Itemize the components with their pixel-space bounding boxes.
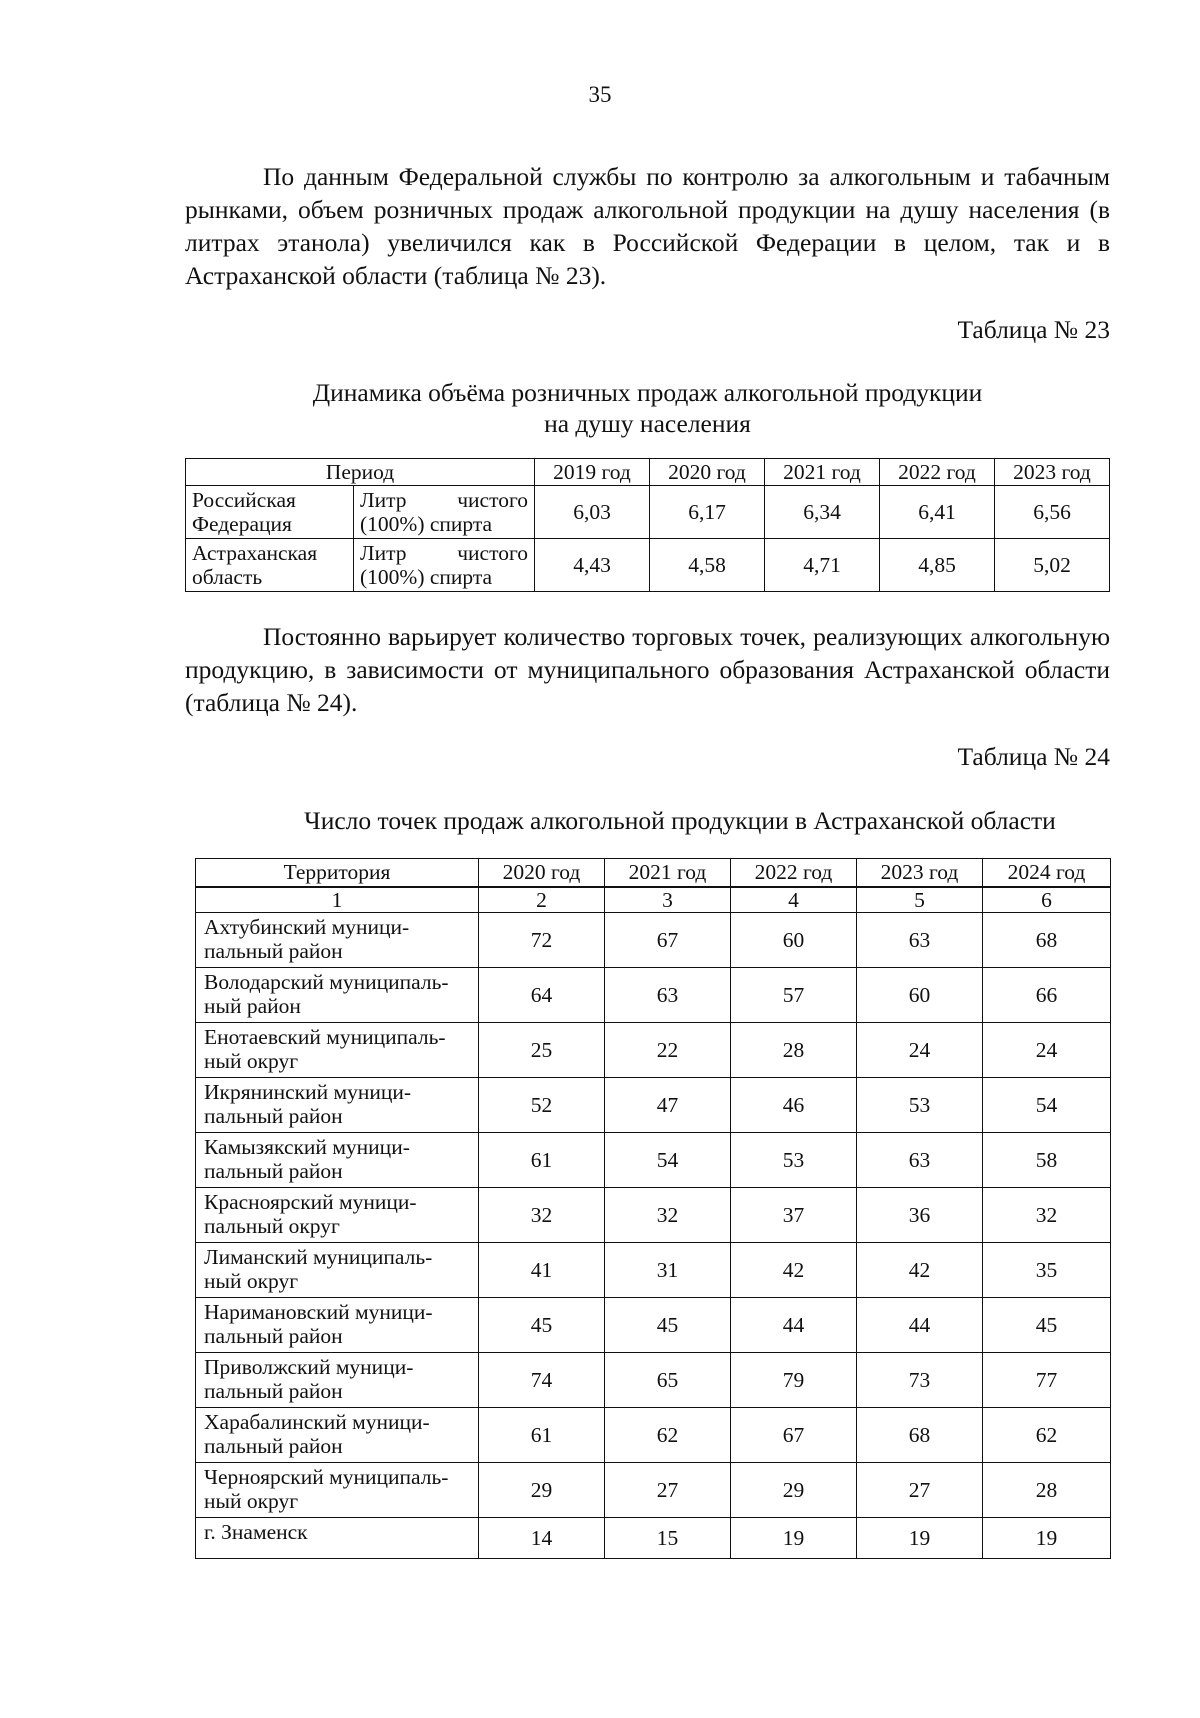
territory-line1: Енотаевский муниципаль- bbox=[204, 1025, 446, 1049]
table-24-index-row bbox=[196, 887, 1111, 913]
territory-cell bbox=[196, 1408, 479, 1463]
header-territory: Территория bbox=[196, 859, 479, 888]
table-24-label: Таблица № 24 bbox=[957, 742, 1110, 771]
value-cell: 63 bbox=[857, 1133, 983, 1188]
unit-line2: (100%) спирта bbox=[360, 565, 493, 589]
territory-line2: пальный район bbox=[204, 1104, 343, 1128]
value-cell: 27 bbox=[857, 1463, 983, 1518]
value-cell: 67 bbox=[605, 913, 731, 968]
value-cell: 32 bbox=[983, 1188, 1111, 1243]
value-cell: 66 bbox=[983, 968, 1111, 1023]
value-cell: 54 bbox=[983, 1078, 1111, 1133]
value-cell: 73 bbox=[857, 1353, 983, 1408]
value-cell: 45 bbox=[983, 1298, 1111, 1353]
value-cell: 63 bbox=[605, 968, 731, 1023]
header-year: 2020 год bbox=[479, 859, 605, 888]
region-line1: Российская bbox=[192, 488, 296, 512]
value-cell: 72 bbox=[479, 913, 605, 968]
territory-line1: Лиманский муниципаль- bbox=[204, 1245, 433, 1269]
header-year: 2023 год bbox=[995, 459, 1110, 486]
territory-cell bbox=[196, 1023, 479, 1078]
intro-paragraph: По данным Федеральной службы по контролю за алкогольным и табачным рынками, объем розничных продаж алкогольной продукции на душу населения (в литрах этанола) увеличился как в Российской Федерации в целом, так и в Астраханской области (таблица № 23). bbox=[185, 162, 1110, 290]
value-cell: 25 bbox=[479, 1023, 605, 1078]
table-row bbox=[196, 1353, 1111, 1408]
territory-line1: Ахтубинский муници- bbox=[204, 915, 410, 939]
value-cell: 35 bbox=[983, 1243, 1111, 1298]
territory-cell bbox=[196, 1188, 479, 1243]
value-cell: 29 bbox=[479, 1463, 605, 1518]
unit-cell bbox=[354, 539, 535, 592]
value-cell: 19 bbox=[731, 1518, 857, 1559]
header-period: Период bbox=[186, 459, 535, 486]
territory-cell bbox=[196, 968, 479, 1023]
territory-line1: Красноярский муници- bbox=[204, 1190, 417, 1214]
value-cell: 37 bbox=[731, 1188, 857, 1243]
index-cell: 1 bbox=[196, 887, 479, 913]
value-cell: 63 bbox=[857, 913, 983, 968]
territory-cell bbox=[196, 1353, 479, 1408]
value-cell: 4,43 bbox=[535, 539, 650, 592]
index-cell: 5 bbox=[857, 887, 983, 913]
table-row bbox=[196, 1188, 1111, 1243]
value-cell: 31 bbox=[605, 1243, 731, 1298]
header-year: 2019 год bbox=[535, 459, 650, 486]
table-24-header-row bbox=[196, 859, 1111, 888]
value-cell: 6,56 bbox=[995, 486, 1110, 539]
table-24 bbox=[195, 858, 1111, 1559]
header-year: 2022 год bbox=[880, 459, 995, 486]
table-23-title-line2: на душу населения bbox=[544, 409, 751, 438]
value-cell: 42 bbox=[731, 1243, 857, 1298]
second-paragraph: Постоянно варьирует количество торговых точек, реализующих алкогольную продукцию, в зависимости от муниципального образования Астраханской области (таблица № 24). bbox=[185, 622, 1110, 717]
value-cell: 4,85 bbox=[880, 539, 995, 592]
value-cell: 19 bbox=[857, 1518, 983, 1559]
territory-line1: Харабалинский муници- bbox=[204, 1410, 430, 1434]
value-cell: 15 bbox=[605, 1518, 731, 1559]
value-cell: 22 bbox=[605, 1023, 731, 1078]
value-cell: 77 bbox=[983, 1353, 1111, 1408]
value-cell: 60 bbox=[857, 968, 983, 1023]
territory-cell bbox=[196, 1298, 479, 1353]
territory-line2: ный район bbox=[204, 994, 301, 1018]
index-cell: 6 bbox=[983, 887, 1111, 913]
header-year: 2023 год bbox=[857, 859, 983, 888]
value-cell: 41 bbox=[479, 1243, 605, 1298]
table-row bbox=[196, 1463, 1111, 1518]
value-cell: 46 bbox=[731, 1078, 857, 1133]
territory-line1: г. Знаменск bbox=[204, 1520, 308, 1544]
value-cell: 5,02 bbox=[995, 539, 1110, 592]
value-cell: 52 bbox=[479, 1078, 605, 1133]
value-cell: 32 bbox=[479, 1188, 605, 1243]
value-cell: 67 bbox=[731, 1408, 857, 1463]
territory-line1: Икрянинский муници- bbox=[204, 1080, 412, 1104]
unit-cell bbox=[354, 486, 535, 539]
value-cell: 4,71 bbox=[765, 539, 880, 592]
value-cell: 24 bbox=[983, 1023, 1111, 1078]
territory-line2: ный округ bbox=[204, 1489, 299, 1513]
unit-line1: Литр чистого bbox=[360, 541, 528, 565]
index-cell: 3 bbox=[605, 887, 731, 913]
table-row bbox=[196, 968, 1111, 1023]
territory-cell bbox=[196, 1133, 479, 1188]
table-24-title: Число точек продаж алкогольной продукции в Астраханской области bbox=[304, 806, 1056, 835]
territory-line1: Наримановский муници- bbox=[204, 1300, 433, 1324]
value-cell: 53 bbox=[857, 1078, 983, 1133]
region-cell bbox=[186, 539, 354, 592]
table-row bbox=[196, 913, 1111, 968]
value-cell: 6,41 bbox=[880, 486, 995, 539]
region-line1: Астраханская bbox=[192, 541, 318, 565]
value-cell: 74 bbox=[479, 1353, 605, 1408]
value-cell: 61 bbox=[479, 1133, 605, 1188]
value-cell: 64 bbox=[479, 968, 605, 1023]
value-cell: 45 bbox=[605, 1298, 731, 1353]
region-line2: Федерация bbox=[192, 512, 292, 536]
header-year: 2021 год bbox=[765, 459, 880, 486]
value-cell: 47 bbox=[605, 1078, 731, 1133]
table-row bbox=[196, 1298, 1111, 1353]
value-cell: 4,58 bbox=[650, 539, 765, 592]
index-cell: 4 bbox=[731, 887, 857, 913]
territory-line1: Приволжский муници- bbox=[204, 1355, 414, 1379]
value-cell: 62 bbox=[983, 1408, 1111, 1463]
territory-line2: пальный район bbox=[204, 1434, 343, 1458]
region-cell bbox=[186, 486, 354, 539]
table-row bbox=[196, 1078, 1111, 1133]
table-24-body bbox=[196, 913, 1111, 1559]
value-cell: 68 bbox=[857, 1408, 983, 1463]
table-23-title bbox=[185, 377, 1110, 439]
value-cell: 27 bbox=[605, 1463, 731, 1518]
value-cell: 44 bbox=[731, 1298, 857, 1353]
territory-line2: ный округ bbox=[204, 1269, 299, 1293]
value-cell: 24 bbox=[857, 1023, 983, 1078]
value-cell: 32 bbox=[605, 1188, 731, 1243]
territory-line2: пальный округ bbox=[204, 1214, 340, 1238]
table-23-header-row bbox=[186, 459, 1110, 486]
value-cell: 44 bbox=[857, 1298, 983, 1353]
territory-line2: пальный район bbox=[204, 1324, 343, 1348]
value-cell: 29 bbox=[731, 1463, 857, 1518]
value-cell: 54 bbox=[605, 1133, 731, 1188]
unit-line2: (100%) спирта bbox=[360, 512, 493, 536]
territory-line1: Черноярский муниципаль- bbox=[204, 1465, 449, 1489]
territory-line2: ный округ bbox=[204, 1049, 299, 1073]
territory-line2: пальный район bbox=[204, 939, 343, 963]
value-cell: 57 bbox=[731, 968, 857, 1023]
header-year: 2021 год bbox=[605, 859, 731, 888]
page-number: 35 bbox=[588, 82, 612, 107]
territory-cell bbox=[196, 1243, 479, 1298]
territory-cell bbox=[196, 913, 479, 968]
table-row bbox=[186, 486, 1110, 539]
table-row bbox=[196, 1133, 1111, 1188]
value-cell: 68 bbox=[983, 913, 1111, 968]
territory-line1: Володарский муниципаль- bbox=[204, 970, 449, 994]
table-23-label: Таблица № 23 bbox=[957, 315, 1110, 344]
value-cell: 61 bbox=[479, 1408, 605, 1463]
value-cell: 79 bbox=[731, 1353, 857, 1408]
value-cell: 60 bbox=[731, 913, 857, 968]
value-cell: 6,34 bbox=[765, 486, 880, 539]
table-row bbox=[196, 1408, 1111, 1463]
value-cell: 42 bbox=[857, 1243, 983, 1298]
territory-line2: пальный район bbox=[204, 1379, 343, 1403]
table-23 bbox=[185, 458, 1110, 592]
territory-cell bbox=[196, 1518, 479, 1559]
table-23-title-line1: Динамика объёма розничных продаж алкогольной продукции bbox=[312, 378, 983, 407]
value-cell: 28 bbox=[731, 1023, 857, 1078]
territory-cell bbox=[196, 1078, 479, 1133]
value-cell: 45 bbox=[479, 1298, 605, 1353]
value-cell: 6,03 bbox=[535, 486, 650, 539]
index-cell: 2 bbox=[479, 887, 605, 913]
header-year: 2022 год bbox=[731, 859, 857, 888]
table-row bbox=[196, 1518, 1111, 1559]
value-cell: 53 bbox=[731, 1133, 857, 1188]
header-year: 2020 год bbox=[650, 459, 765, 486]
territory-line2: пальный район bbox=[204, 1159, 343, 1183]
region-line2: область bbox=[192, 565, 263, 589]
territory-cell bbox=[196, 1463, 479, 1518]
value-cell: 36 bbox=[857, 1188, 983, 1243]
value-cell: 28 bbox=[983, 1463, 1111, 1518]
value-cell: 62 bbox=[605, 1408, 731, 1463]
value-cell: 19 bbox=[983, 1518, 1111, 1559]
table-row bbox=[196, 1243, 1111, 1298]
header-year: 2024 год bbox=[983, 859, 1111, 888]
value-cell: 6,17 bbox=[650, 486, 765, 539]
value-cell: 14 bbox=[479, 1518, 605, 1559]
unit-line1: Литр чистого bbox=[360, 488, 528, 512]
table-row bbox=[186, 539, 1110, 592]
value-cell: 65 bbox=[605, 1353, 731, 1408]
value-cell: 58 bbox=[983, 1133, 1111, 1188]
territory-line1: Камызякский муници- bbox=[204, 1135, 410, 1159]
table-row bbox=[196, 1023, 1111, 1078]
